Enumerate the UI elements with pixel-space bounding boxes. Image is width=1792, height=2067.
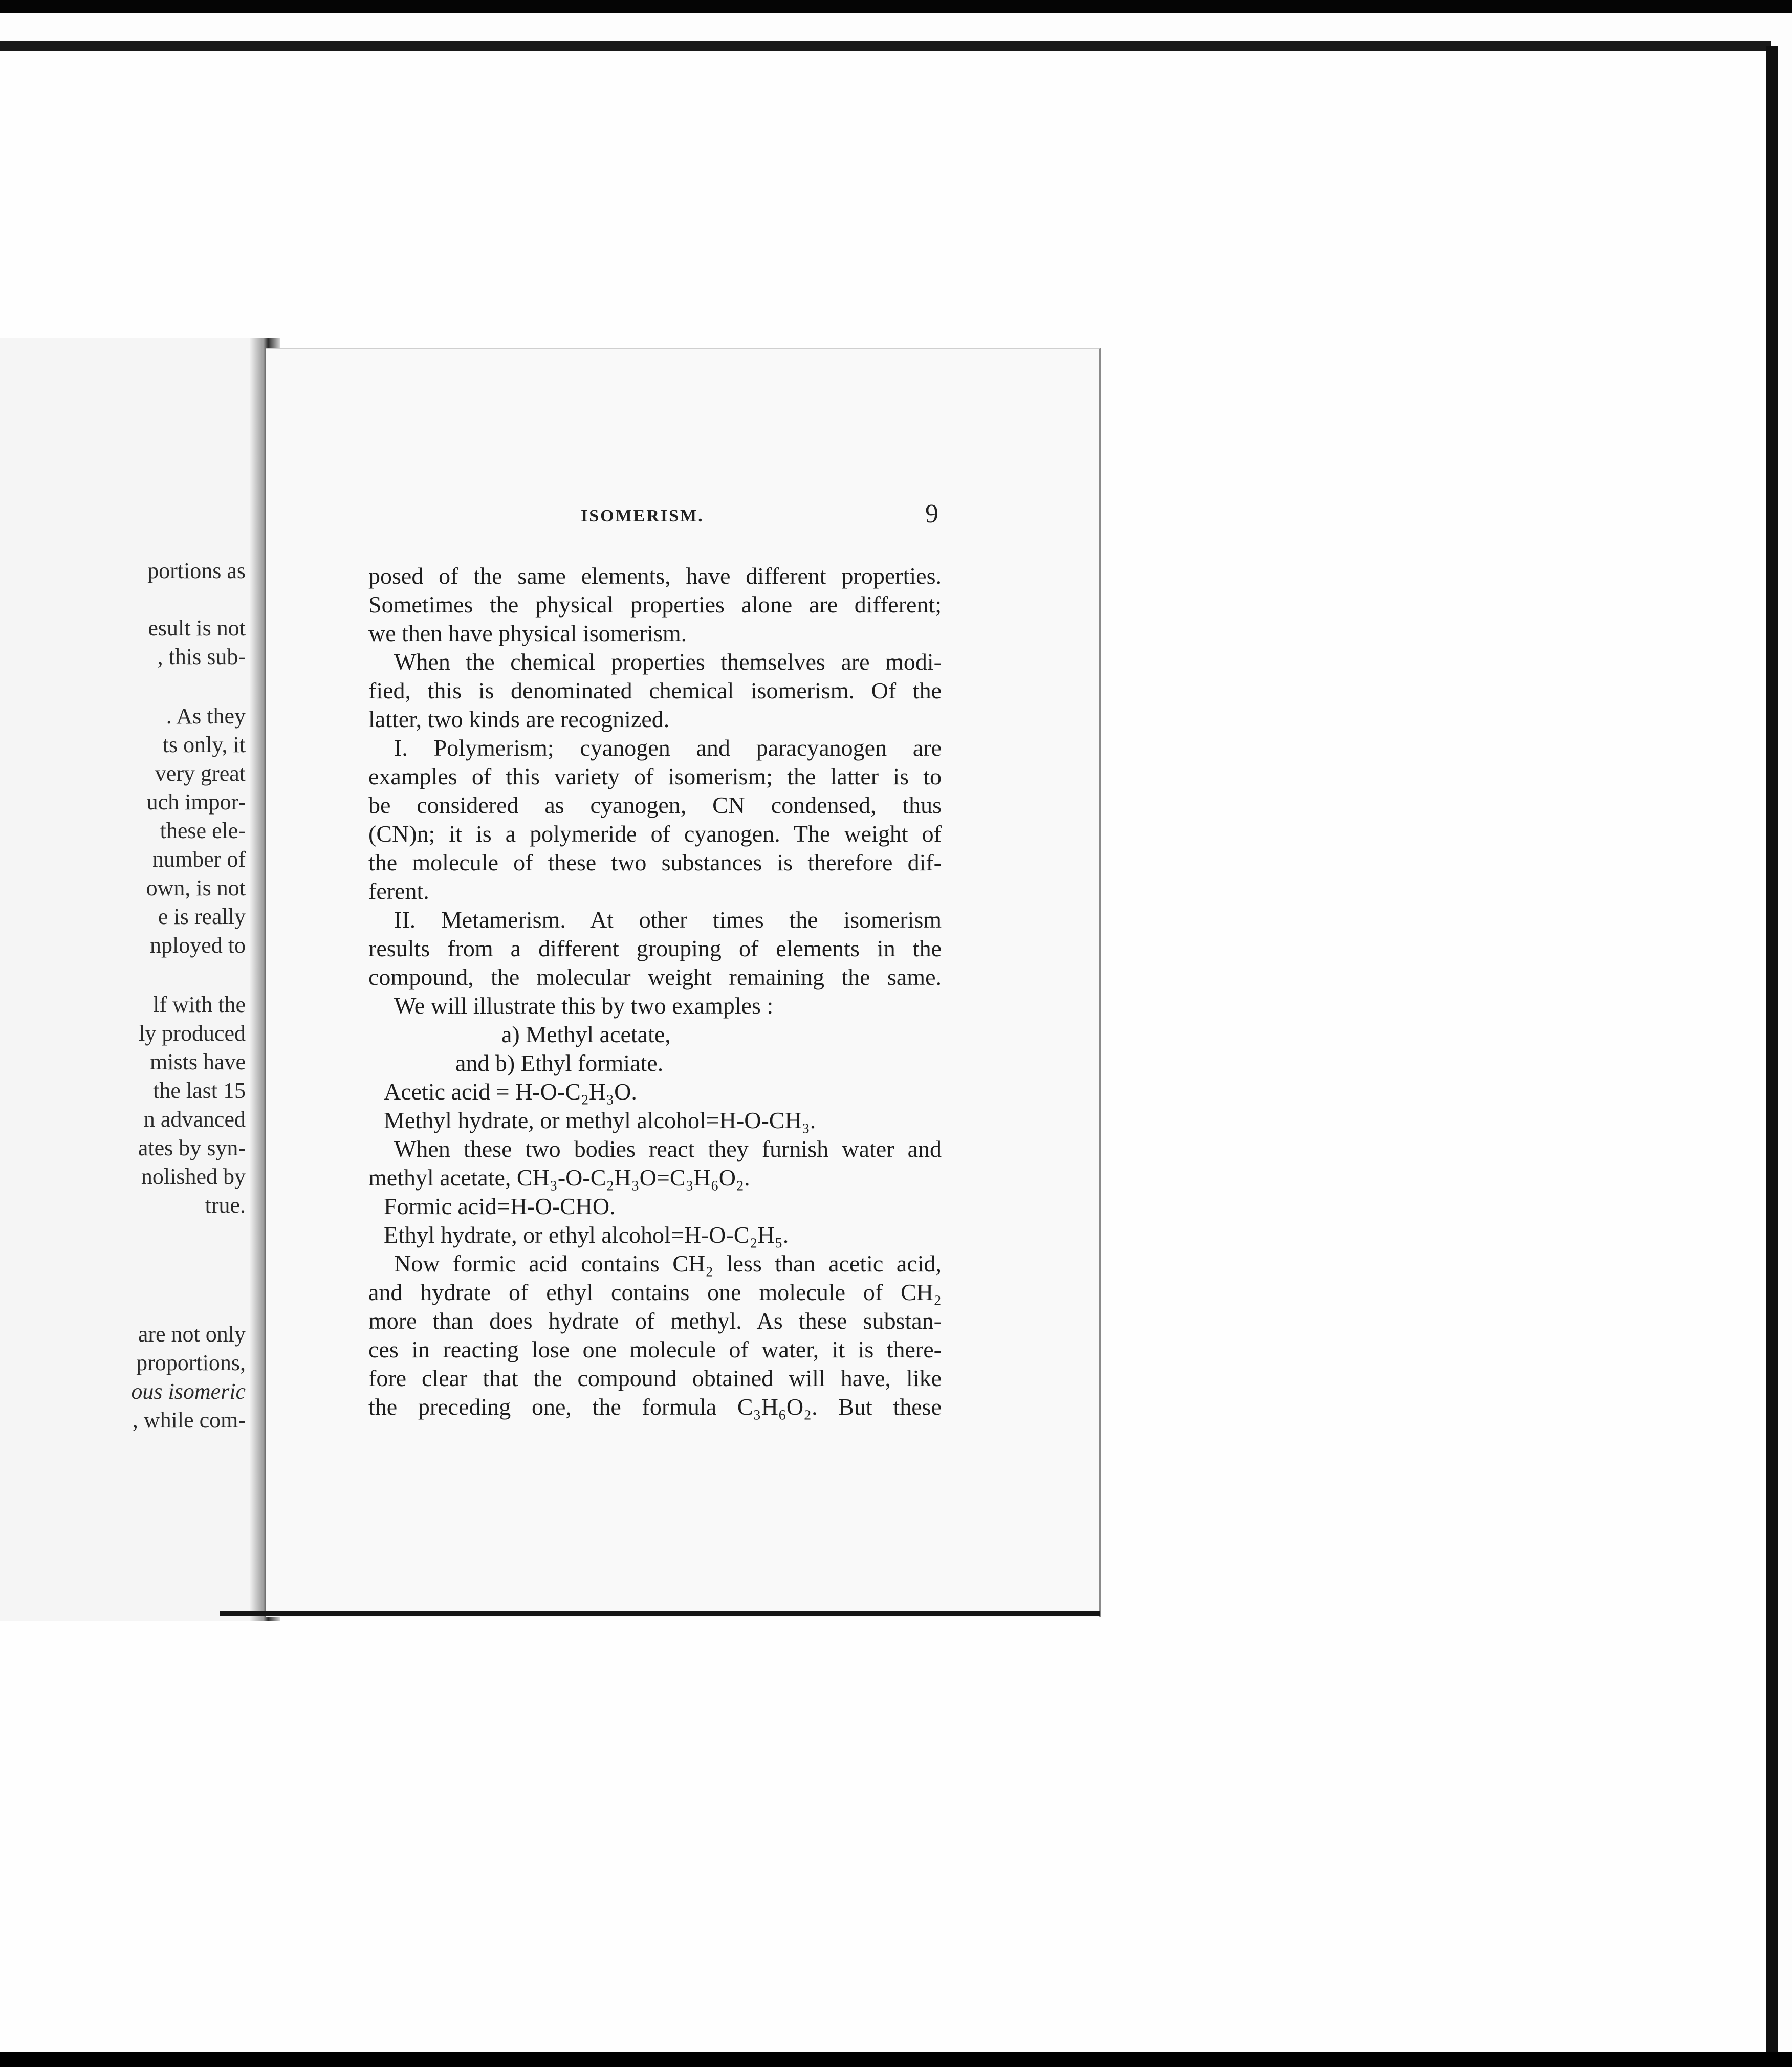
body-line: the molecule of these two substances is therefore dif- bbox=[368, 849, 942, 875]
left-page-line: esult is not bbox=[148, 615, 246, 641]
scan-frame-bottom bbox=[0, 2052, 1792, 2067]
left-page-line: nployed to bbox=[150, 933, 246, 958]
body-line: I. Polymerism; cyanogen and paracyanogen are bbox=[394, 735, 942, 761]
scan-frame-top bbox=[0, 0, 1792, 13]
body-line: Acetic acid = H-O-C₂H₃O. bbox=[384, 1079, 637, 1105]
running-head: ISOMERISM. bbox=[581, 507, 704, 525]
body-line: (CN)n; it is a polymeride of cyanogen. The weight of bbox=[368, 821, 942, 847]
left-page-line: true. bbox=[205, 1193, 246, 1218]
left-page-line: ly produced bbox=[139, 1021, 246, 1046]
body-line: Formic acid=H-O-CHO. bbox=[384, 1193, 616, 1219]
left-page-line: uch impor- bbox=[146, 789, 246, 815]
left-page-line: are not only bbox=[138, 1322, 246, 1347]
left-page-line: portions as bbox=[147, 558, 246, 583]
left-page-line: very great bbox=[155, 761, 246, 786]
scan-frame-top-inner bbox=[0, 41, 1771, 51]
left-page-line: these ele- bbox=[160, 818, 246, 843]
left-page-line: ts only, it bbox=[162, 732, 246, 757]
body-line: more than does hydrate of methyl. As these substan- bbox=[368, 1308, 942, 1334]
left-page-line: , this sub- bbox=[157, 644, 246, 669]
body-line: We will illustrate this by two examples : bbox=[394, 993, 774, 1019]
body-line: II. Metamerism. At other times the isomerism bbox=[394, 907, 942, 933]
body-line: and hydrate of ethyl contains one molecule of CH₂ bbox=[368, 1279, 942, 1305]
left-page-line: mists have bbox=[150, 1049, 246, 1074]
body-line: Methyl hydrate, or methyl alcohol=H-O-CH₃. bbox=[384, 1107, 816, 1133]
body-line: examples of this variety of isomerism; the latter is to bbox=[368, 763, 942, 789]
body-line: we then have physical isomerism. bbox=[368, 620, 687, 646]
body-line: latter, two kinds are recognized. bbox=[368, 706, 670, 732]
left-page-line: proportions, bbox=[136, 1350, 246, 1375]
left-page-line: number of bbox=[152, 847, 246, 872]
left-page-line: the last 15 bbox=[153, 1078, 246, 1103]
scan-frame-right bbox=[1766, 46, 1778, 2067]
body-line: Now formic acid contains CH₂ less than acetic acid, bbox=[394, 1250, 942, 1277]
body-line: fied, this is denominated chemical isomerism. Of the bbox=[368, 677, 942, 703]
page-number: 9 bbox=[925, 499, 938, 529]
book-bottom-edge bbox=[220, 1611, 1100, 1616]
body-line: ces in reacting lose one molecule of water, it is there- bbox=[368, 1336, 942, 1362]
body-line: When the chemical properties themselves are modi- bbox=[394, 649, 942, 675]
body-line: Ethyl hydrate, or ethyl alcohol=H-O-C₂H₅. bbox=[384, 1222, 789, 1248]
left-page-line: e is really bbox=[158, 904, 246, 929]
left-page-line: ous isomeric bbox=[131, 1379, 246, 1404]
body-line: be considered as cyanogen, CN condensed, thus bbox=[368, 792, 942, 818]
left-page-line: nolished by bbox=[141, 1164, 246, 1189]
body-line: a) Methyl acetate, bbox=[501, 1021, 671, 1047]
left-page-line: lf with the bbox=[153, 992, 246, 1017]
body-line: Sometimes the physical properties alone are different; bbox=[368, 591, 942, 618]
body-line: posed of the same elements, have different properties. bbox=[368, 563, 942, 589]
left-page-line: ates by syn- bbox=[138, 1135, 246, 1160]
body-line: When these two bodies react they furnish water and bbox=[394, 1136, 942, 1162]
body-line: compound, the molecular weight remaining the same. bbox=[368, 964, 942, 990]
left-page-line: n advanced bbox=[143, 1107, 246, 1132]
left-page-line: , while com- bbox=[132, 1408, 246, 1433]
body-line: results from a different grouping of elements in the bbox=[368, 935, 942, 961]
body-line: fore clear that the compound obtained will have, like bbox=[368, 1365, 942, 1391]
body-line: methyl acetate, CH₃-O-C₂H₃O=C₃H₆O₂. bbox=[368, 1164, 750, 1191]
left-page-line: . As they bbox=[166, 703, 246, 729]
left-page bbox=[0, 338, 257, 1621]
left-page-line: own, is not bbox=[146, 875, 246, 900]
body-line: ferent. bbox=[368, 878, 429, 904]
body-line: the preceding one, the formula C₃H₆O₂. But these bbox=[368, 1394, 942, 1420]
body-line: and b) Ethyl formiate. bbox=[455, 1050, 664, 1076]
